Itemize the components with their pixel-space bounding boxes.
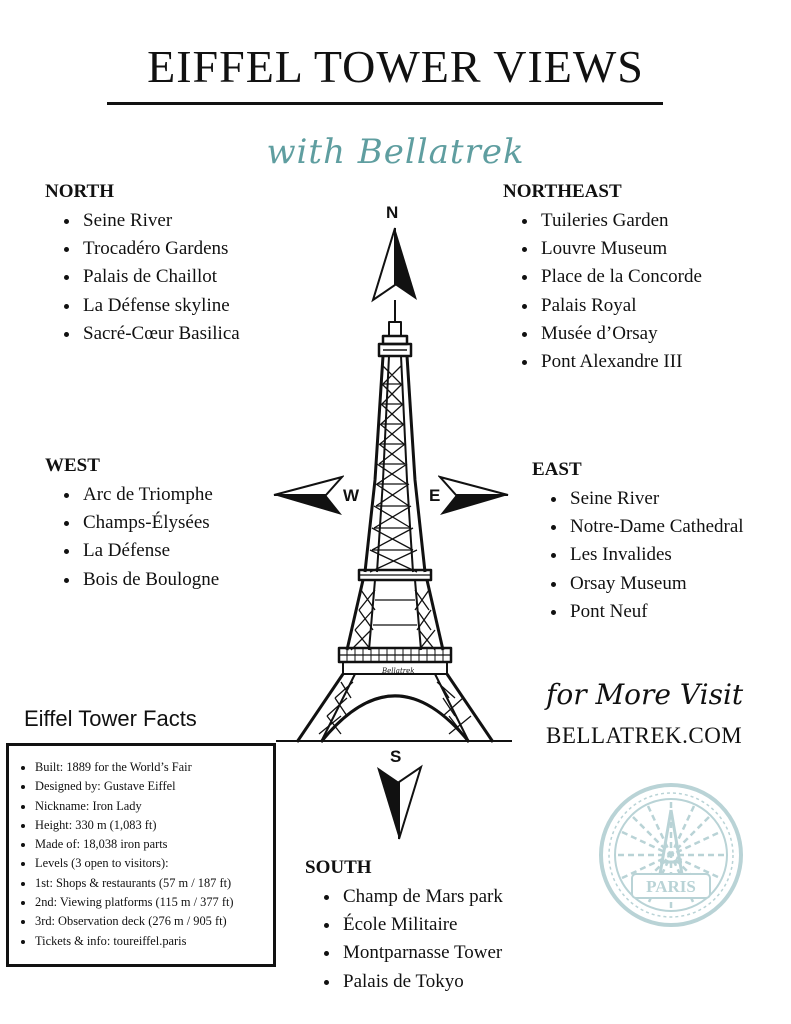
subtitle-script: with Bellatrek	[266, 132, 525, 172]
west-list	[45, 481, 219, 594]
list-item: • La Défense	[81, 537, 219, 565]
list-item: • Seine River	[81, 207, 240, 235]
east-section	[532, 459, 744, 626]
list-item: • Trocadéro Gardens	[81, 235, 240, 263]
list-item: • Designed by: Gustave Eiffel	[35, 777, 273, 796]
list-item: • Champs-Élysées	[81, 509, 219, 537]
list-item: • Pont Neuf	[568, 598, 744, 626]
page-title: EIFFEL TOWER VIEWS	[147, 41, 644, 92]
list-item: • Arc de Triomphe	[81, 481, 219, 509]
list-item: • Place de la Concorde	[539, 263, 702, 291]
list-item: • Louvre Museum	[539, 235, 702, 263]
west-heading: WEST	[45, 455, 100, 476]
stamp-text: PARIS	[646, 877, 696, 896]
south-section	[305, 857, 503, 996]
south-list	[305, 883, 503, 996]
list-item: • 1st: Shops & restaurants (57 m / 187 ft)	[35, 874, 273, 893]
list-item: • Built: 1889 for the World’s Fair	[35, 758, 273, 777]
list-item: • Seine River	[568, 485, 744, 513]
list-item: • Notre-Dame Cathedral	[568, 513, 744, 541]
list-item: • Palais Royal	[539, 292, 702, 320]
east-heading: EAST	[532, 459, 582, 480]
list-item: • Nickname: Iron Lady	[35, 797, 273, 816]
west-section	[45, 455, 219, 594]
list-item: • Pont Alexandre III	[539, 348, 702, 376]
list-item: • Levels (3 open to visitors):	[35, 854, 273, 873]
ground-line	[276, 740, 512, 742]
list-item: • Tickets & info: toureiffel.paris	[35, 932, 273, 951]
northeast-section	[503, 181, 702, 376]
south-arrow-icon	[372, 762, 427, 842]
facts-title: Eiffel Tower Facts	[24, 706, 197, 731]
list-item: • 2nd: Viewing platforms (115 m / 377 ft)	[35, 893, 273, 912]
compass-s-label: S	[390, 747, 402, 766]
tower-plaque-label: Bellatrek	[382, 667, 415, 675]
north-list	[45, 207, 240, 348]
list-item: • Champ de Mars park	[341, 883, 503, 911]
list-item: • Height: 330 m (1,083 ft)	[35, 816, 273, 835]
east-list	[532, 485, 744, 626]
south-heading: SOUTH	[305, 857, 372, 878]
list-item: • École Militaire	[341, 911, 503, 939]
list-item: • Palais de Chaillot	[81, 263, 240, 291]
eiffel-tower-icon	[275, 300, 525, 745]
list-item: • Les Invalides	[568, 541, 744, 569]
list-item: • Bois de Boulogne	[81, 566, 219, 594]
website-link[interactable]: BELLATREK.COM	[546, 723, 743, 748]
northeast-heading: NORTHEAST	[503, 181, 622, 202]
north-section	[45, 181, 240, 348]
compass-n-label: N	[386, 203, 399, 222]
more-visit-text: for More Visit	[546, 678, 744, 711]
list-item: • Tuileries Garden	[539, 207, 702, 235]
facts-box	[6, 743, 276, 967]
compass-w-label: W	[343, 486, 360, 505]
title-divider	[107, 102, 663, 105]
compass-e-label: E	[429, 486, 441, 505]
north-arrow-icon	[365, 225, 420, 305]
list-item: • La Défense skyline	[81, 292, 240, 320]
north-heading: NORTH	[45, 181, 115, 202]
list-item: • Montparnasse Tower	[341, 939, 503, 967]
northeast-list	[503, 207, 702, 376]
list-item: • Palais de Tokyo	[341, 968, 503, 996]
list-item: • Musée d’Orsay	[539, 320, 702, 348]
list-item: • Orsay Museum	[568, 570, 744, 598]
facts-list	[9, 746, 273, 951]
list-item: • 3rd: Observation deck (276 m / 905 ft)	[35, 912, 273, 931]
list-item: • Made of: 18,038 iron parts	[35, 835, 273, 854]
list-item: • Sacré-Cœur Basilica	[81, 320, 240, 348]
paris-stamp-icon	[598, 782, 744, 928]
